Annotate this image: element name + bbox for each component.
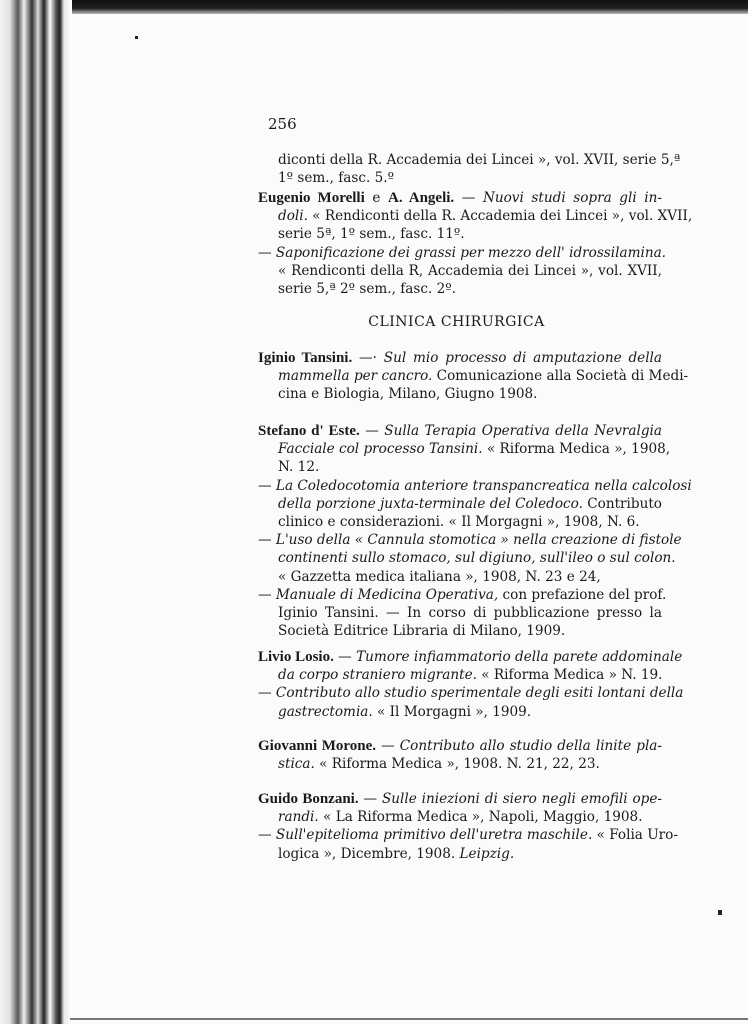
title-text: Manuale di Medicina Operativa, <box>275 586 499 603</box>
scan-top-edge <box>0 0 748 14</box>
citation-text: Contributo <box>582 495 662 512</box>
citation-text: N. 12. <box>278 459 320 476</box>
text-line <box>258 440 671 458</box>
entry-deste <box>258 422 692 640</box>
section-heading: CLINICA CHIRURGICA <box>368 314 545 330</box>
citation-text: serie 5ª, 1º sem., fasc. 11º. <box>278 226 465 243</box>
citation-text: cina e Biologia, Milano, Giugno 1908. <box>278 386 538 403</box>
text-line <box>258 703 662 721</box>
text-line <box>258 531 682 549</box>
entry-tansini <box>258 349 689 404</box>
text-line <box>258 367 689 385</box>
text-line <box>258 280 662 298</box>
text-line <box>258 604 662 622</box>
citation-text: « Il Morgagni », 1909. <box>372 703 532 720</box>
title-text: Sul mio processo di amputazione della <box>383 350 663 366</box>
text-line <box>258 586 667 604</box>
title-text: L'uso della « Cannula stomotica » nella creazione di fistole <box>275 532 682 549</box>
citation-text: serie 5,ª 2º sem., fasc. 2º. <box>278 280 456 297</box>
citation-text: Iginio Tansini. — In corso di pubblicazione presso la <box>278 604 662 621</box>
text-line <box>258 666 662 684</box>
title-text: Tumore infiammatorio della parete addominale <box>356 649 683 665</box>
text-line <box>258 845 662 863</box>
citation-text: clinico e considerazioni. « Il Morgagni », 1908, N. 6. <box>278 513 640 530</box>
citation-text: diconti della R. Accademia dei Lincei », vol. XVII, serie 5,ª <box>278 152 681 168</box>
page-number: 256 <box>268 115 297 133</box>
citation-text: — <box>258 244 276 261</box>
title-text: Contributo allo studio sperimentale degli esiti lontani della <box>275 685 684 702</box>
citation-text: — <box>258 532 276 549</box>
text-line <box>258 513 662 531</box>
citation-text: — <box>258 477 276 494</box>
title-text: da corpo straniero migrante. <box>278 667 477 684</box>
author-name: Iginio Tansini. <box>258 350 353 366</box>
text-line <box>258 737 662 755</box>
text-line <box>258 622 662 640</box>
title-text: della porzione juxta-terminale del Coledoco. <box>278 495 583 512</box>
citation-text: — <box>258 586 276 603</box>
citation-text: « Riforma Medica », 1908, <box>482 441 671 458</box>
citation-text: « Folia Uro- <box>592 827 678 844</box>
title-text: Leipzig. <box>459 845 515 862</box>
book-spine-shadow <box>0 0 72 1024</box>
text-line <box>258 349 662 367</box>
author-name: Livio Losio. <box>258 649 334 665</box>
text-line <box>258 169 662 187</box>
citation-text: « Riforma Medica », 1908. N. 21, 22, 23. <box>314 756 600 773</box>
title-text: Nuovi studi sopra gli in- <box>482 190 662 206</box>
title-text: Contributo allo studio della linite pla- <box>399 738 662 754</box>
citation-text: 1º sem., fasc. 5.º <box>278 170 394 187</box>
text-line <box>258 549 676 567</box>
text-line <box>258 244 666 262</box>
title-text: randi. <box>278 809 319 826</box>
author-name: Stefano d' Este. <box>258 423 360 439</box>
scan-speck <box>718 910 722 915</box>
title-text: doli. <box>278 208 308 225</box>
text-line <box>258 151 681 169</box>
citation-text: — <box>333 649 357 665</box>
title-text: Sulla Terapia Operativa della Nevralgia <box>384 423 662 439</box>
text-line <box>258 225 662 243</box>
citation-text: — <box>258 827 276 844</box>
citation-text: « Rendiconti della R. Accademia dei Lincei », vol. XVII, <box>307 208 693 225</box>
text-line <box>258 808 662 826</box>
citation-text: — <box>359 423 385 439</box>
citation-text: con prefazione del prof. <box>498 586 667 603</box>
text-line <box>258 262 662 280</box>
title-text: Facciale col processo Tansini. <box>278 441 483 458</box>
text-line <box>258 755 662 773</box>
text-line <box>258 477 692 495</box>
continuation-entry <box>258 151 681 187</box>
citation-text: — <box>258 685 276 702</box>
text-line <box>258 458 662 476</box>
text-line <box>258 495 662 513</box>
citation-text: — <box>358 791 382 807</box>
title-text: La Coledocotomia anteriore transpancreatica nella calcolosi <box>275 477 692 494</box>
title-text: Saponificazione dei grassi per mezzo dell' idrossilamina. <box>275 244 666 261</box>
title-text: mammella per cancro. <box>278 368 433 385</box>
text-line <box>258 648 683 666</box>
scan-bottom-edge <box>70 1018 748 1020</box>
text-line <box>258 684 684 702</box>
title-text: stica. <box>278 756 315 773</box>
title-text: Sulle iniezioni di siero negli emofili ope- <box>381 791 662 807</box>
citation-text: Società Editrice Libraria di Milano, 1909. <box>278 623 566 640</box>
citation-text: « La Riforma Medica », Napoli, Maggio, 1908. <box>318 809 643 826</box>
entry-losio <box>258 648 684 721</box>
title-text: Sull'epitelioma primitivo dell'uretra maschile. <box>275 827 593 844</box>
scan-speck <box>135 36 138 39</box>
entry-morone <box>258 737 662 773</box>
citation-text: logica », Dicembre, 1908. <box>278 845 460 862</box>
author-name: A. Angeli. <box>387 190 455 206</box>
citation-text: « Rendiconti della R, Accademia dei Lincei », vol. XVII, <box>278 262 662 279</box>
citation-text: Comunicazione alla Società di Medi- <box>432 368 689 385</box>
citation-text: « Gazzetta medica italiana », 1908, N. 23 e 24, <box>278 568 601 585</box>
citation-text: e <box>364 190 388 206</box>
entry-bonzani <box>258 790 678 863</box>
author-name: Eugenio Morelli <box>258 190 365 206</box>
text-line <box>258 189 662 207</box>
text-line <box>258 826 678 844</box>
citation-text: « Riforma Medica » N. 19. <box>476 667 663 684</box>
citation-text: — <box>454 190 483 206</box>
citation-text: —· <box>352 350 384 366</box>
text-line <box>258 790 662 808</box>
title-text: continenti sullo stomaco, sul digiuno, sull'ileo o sul colon. <box>278 550 676 567</box>
author-name: Guido Bonzani. <box>258 791 359 807</box>
entry-morelli-angeli <box>258 189 693 298</box>
text-line <box>258 422 662 440</box>
text-line <box>258 385 662 403</box>
title-text: gastrectomia. <box>278 703 373 720</box>
text-line <box>258 568 662 586</box>
text-line <box>258 207 693 225</box>
author-name: Giovanni Morone. <box>258 738 376 754</box>
citation-text: — <box>376 738 400 754</box>
